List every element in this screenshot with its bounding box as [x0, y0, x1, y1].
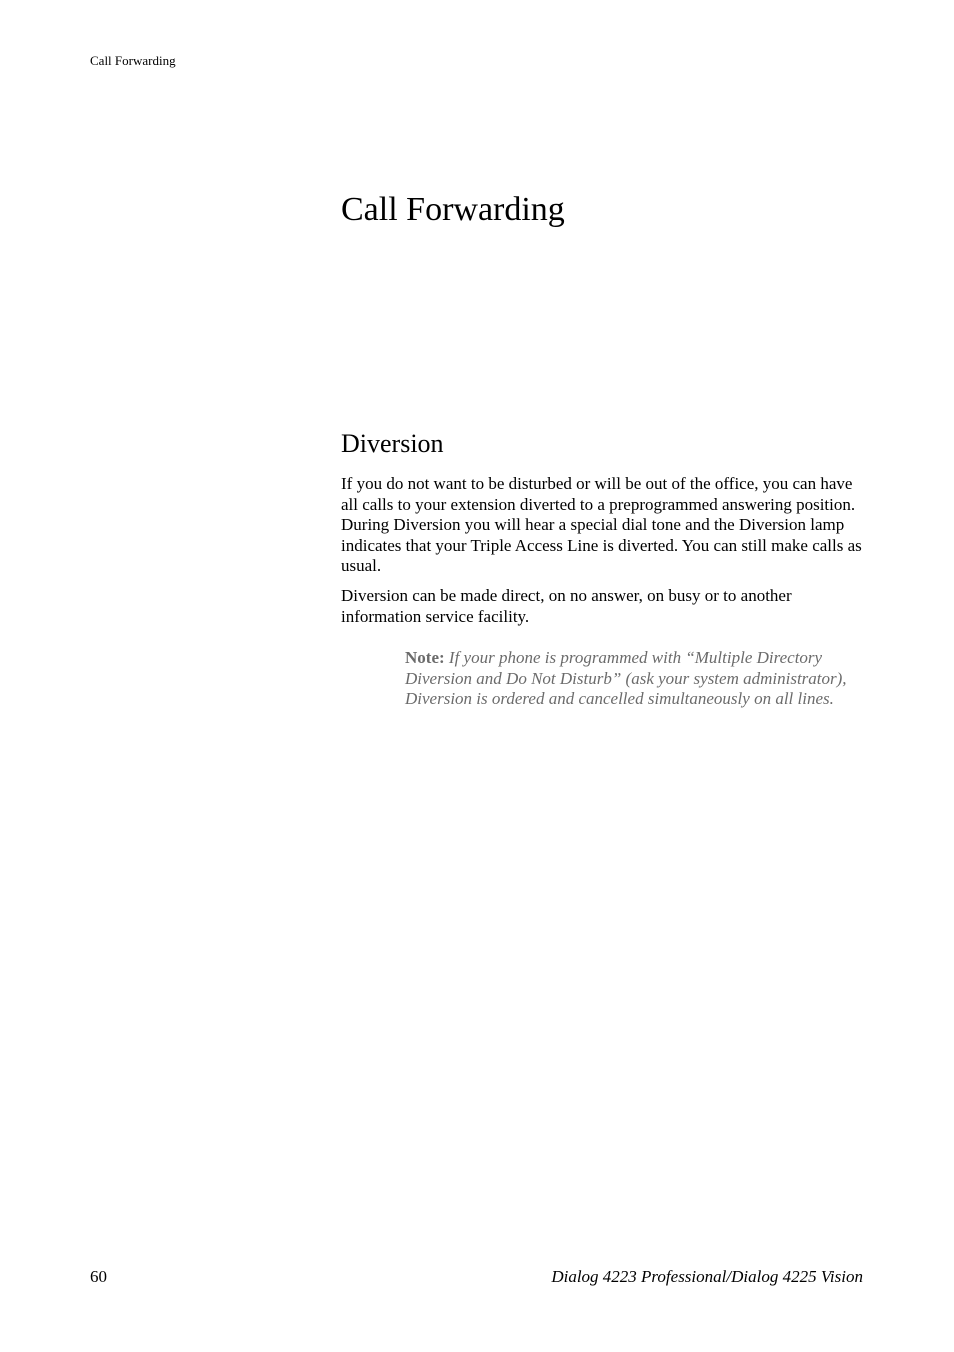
note	[405, 648, 865, 710]
body-paragraph: If you do not want to be disturbed or will be out of the office, you can have all calls to your extension diverted to a preprogrammed answering position. During Diversion you will hear a special dial tone and the Diversion lamp indicates that your Triple Access Line is diverted. You can still make calls as usual.	[341, 474, 862, 576]
section-heading: Diversion	[341, 429, 444, 458]
note-text: If your phone is programmed with “Multiple Directory Diversion and Do Not Disturb” (ask your system administrator), Diversion is ordered and cancelled simultaneously on all lines.	[405, 648, 847, 709]
document-title: Dialog 4223 Professional/Dialog 4225 Vision	[551, 1267, 863, 1286]
body-paragraph: Diversion can be made direct, on no answer, on busy or to another information service facility.	[341, 586, 792, 626]
page-number: 60	[90, 1267, 107, 1286]
note-label: Note:	[405, 648, 445, 667]
chapter-title: Call Forwarding	[341, 191, 565, 228]
running-header: Call Forwarding	[90, 53, 176, 68]
